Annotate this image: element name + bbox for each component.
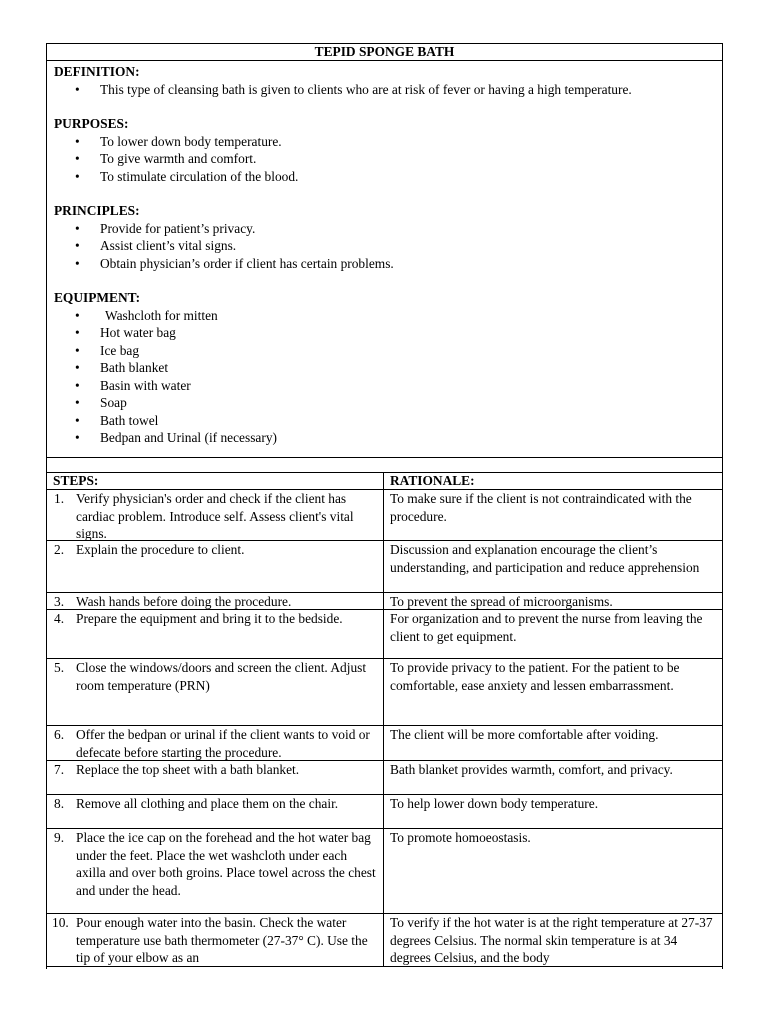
list-item: • Bath blanket [54,359,715,377]
step-text: Pour enough water into the basin. Check the water temperature use bath thermometer (27-37° C). Use the tip of your elbow as an [76,915,368,965]
purposes-list [54,133,715,186]
list-item: • Assist client’s vital signs. [54,237,715,255]
step-number: 5. [54,660,65,675]
equipment-heading: EQUIPMENT: [54,290,141,305]
step-cell [47,659,384,726]
step-cell [47,593,384,610]
principles-heading: PRINCIPLES: [54,203,140,218]
list-item: • Soap [54,394,715,412]
rationale-cell: To verify if the hot water is at the right temperature at 27-37 degrees Celsius. The normal skin temperature is at 34 degrees Celsius, and the body [384,914,722,967]
step-cell [47,726,384,761]
rationale-header: RATIONALE: [384,473,722,490]
rationale-cell: To provide privacy to the patient. For the patient to be comfortable, ease anxiety and lessen embarrassment. [384,659,722,726]
rationale-cell: To help lower down body temperature. [384,795,722,829]
step-number: 4. [54,611,65,626]
list-item: • To stimulate circulation of the blood. [54,168,715,186]
list-item: • Obtain physician’s order if client has certain problems. [54,255,715,273]
rationale-cell: Discussion and explanation encourage the client’s understanding, and participation and reduce apprehension [384,541,722,593]
step-text: Offer the bedpan or urinal if the client wants to void or defecate before starting the procedure. [76,727,370,760]
step-number: 7. [54,762,65,777]
step-cell [47,795,384,829]
list-item: • To give warmth and comfort. [54,150,715,168]
step-text: Replace the top sheet with a bath blanket. [76,762,300,777]
list-item: • Washcloth for mitten [54,307,715,325]
step-text: Close the windows/doors and screen the client. Adjust room temperature (PRN) [76,660,367,693]
step-text: Prepare the equipment and bring it to the bedside. [76,611,343,626]
spacer-row [47,458,722,473]
list-item: • Basin with water [54,377,715,395]
list-item: • To lower down body temperature. [54,133,715,151]
step-text: Explain the procedure to client. [76,542,245,557]
list-item: • Ice bag [54,342,715,360]
list-item: • Bedpan and Urinal (if necessary) [54,429,715,447]
rationale-cell: To make sure if the client is not contraindicated with the procedure. [384,490,722,541]
step-number: 2. [54,542,65,557]
step-cell [47,610,384,659]
equipment-list [54,307,715,447]
step-number: 8. [54,796,65,811]
list-item: • This type of cleansing bath is given to clients who are at risk of fever or having a high temperature. [54,81,715,99]
overview-section [47,61,722,458]
step-text: Wash hands before doing the procedure. [76,594,292,609]
step-cell [47,761,384,795]
step-number: 9. [54,830,65,845]
list-item: • Bath towel [54,412,715,430]
step-cell [47,541,384,593]
step-text: Place the ice cap on the forehead and the hot water bag under the feet. Place the wet washcloth under each axilla and over both groins. Place towel across the chest and under the head. [76,830,376,898]
step-cell [47,914,384,967]
rationale-cell: To prevent the spread of microorganisms. [384,593,722,610]
document-frame [46,43,723,969]
step-text: Verify physician's order and check if the client has cardiac problem. Introduce self. Assess client's vital signs. [76,491,354,541]
principles-list [54,220,715,273]
step-number: 10. [52,915,69,930]
definition-heading: DEFINITION: [54,64,140,79]
purposes-heading: PURPOSES: [54,116,129,131]
step-number: 3. [54,594,65,609]
rationale-cell: The client will be more comfortable after voiding. [384,726,722,761]
steps-table [47,473,722,967]
rationale-cell: To promote homoeostasis. [384,829,722,914]
step-number: 6. [54,727,65,742]
step-text: Remove all clothing and place them on the chair. [76,796,339,811]
list-item: • Hot water bag [54,324,715,342]
rationale-cell: For organization and to prevent the nurse from leaving the client to get equipment. [384,610,722,659]
list-item: • Provide for patient’s privacy. [54,220,715,238]
document-title: TEPID SPONGE BATH [47,44,722,61]
step-cell [47,490,384,541]
definition-list [54,81,715,99]
rationale-cell: Bath blanket provides warmth, comfort, and privacy. [384,761,722,795]
steps-header: STEPS: [47,473,384,490]
step-cell [47,829,384,914]
step-number: 1. [54,491,65,506]
